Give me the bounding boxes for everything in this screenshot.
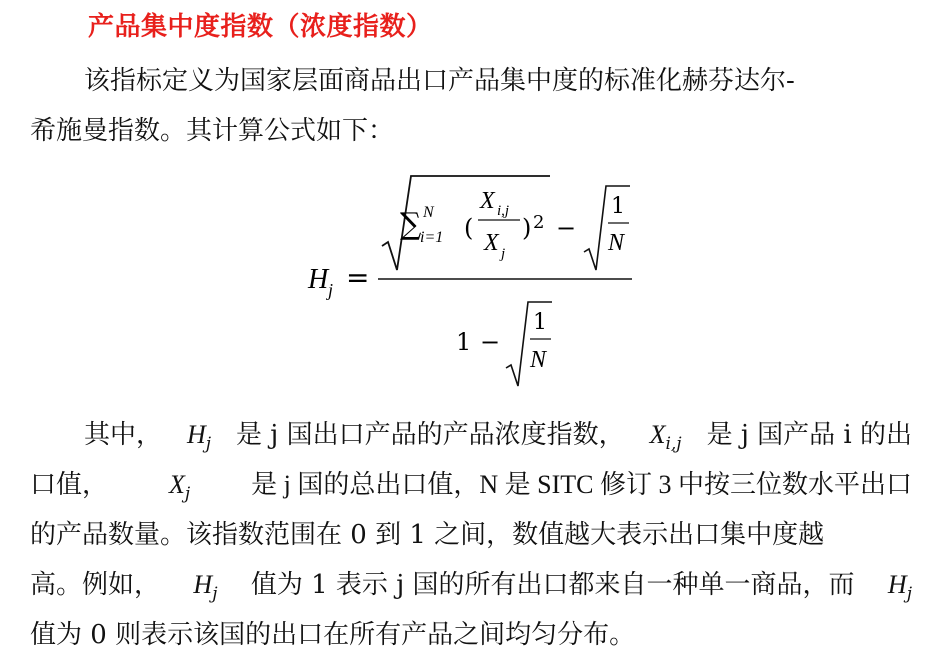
- sum-lower-limit: i=1: [420, 229, 444, 246]
- var-h-j-3: $H_j$: [887, 570, 912, 604]
- formula-equals: =: [346, 261, 370, 294]
- explain-line-2: [30, 460, 912, 510]
- var-h-j: $H_j$: [186, 420, 212, 454]
- power-exponent: 2: [533, 212, 545, 233]
- explain-l1-c: 是 j 国产品 i 的出: [706, 420, 912, 450]
- explain-l2-b: 是 j 国的总出口值，N 是 SITC 修订 3 中按三位数水平出口: [251, 470, 912, 499]
- var-h-j-2: $H_j$: [193, 570, 218, 604]
- section-heading: 产品集中度指数（浓度指数）: [88, 12, 433, 42]
- explain-line-3: 的产品数量。该指数范围在 0 到 1 之间，数值越大表示出口集中度越: [30, 520, 825, 550]
- formula-lhs: H: [308, 264, 329, 295]
- numerator-minus: −: [556, 214, 577, 242]
- explain-line-1: [30, 410, 912, 460]
- formula: [300, 170, 640, 400]
- var-x-ij: $X_{i,j}$: [649, 420, 682, 454]
- explain-l1-b: 是 j 国出口产品的产品浓度指数，: [236, 420, 625, 450]
- explain-line-4: [30, 560, 912, 610]
- sum-symbol: ∑: [400, 207, 422, 242]
- intro-line-2: 希施曼指数。其计算公式如下：: [30, 116, 395, 146]
- denominator-minus: −: [480, 328, 501, 356]
- explain-l4-a: 高。例如，: [30, 570, 161, 600]
- denominator-small-N: N: [530, 347, 547, 373]
- formula-lhs-sub: j: [328, 280, 334, 300]
- inner-fraction-denominator: X: [484, 230, 499, 256]
- sum-upper-limit: N: [423, 204, 434, 221]
- explain-l4-b: 值为 1 表示 j 国的所有出口都来自一种单一商品，而: [250, 570, 855, 600]
- intro-line-1: 该指标定义为国家层面商品出口产品集中度的标准化赫芬达尔-: [84, 66, 795, 96]
- numerator-small-N: N: [608, 230, 625, 256]
- denominator-one: 1: [456, 328, 472, 356]
- paren-close: ): [522, 214, 532, 242]
- numerator-small-one: 1: [611, 194, 625, 219]
- intro-paragraph: [30, 56, 912, 156]
- explanation-paragraph: [30, 410, 912, 660]
- explain-line-5: 值为 0 则表示该国的出口在所有产品之间均匀分布。: [30, 620, 636, 650]
- inner-fraction-numerator-sub: i,j: [497, 203, 510, 219]
- explain-l2-a: 口值，: [30, 470, 109, 500]
- explain-l1-a: 其中，: [84, 420, 163, 450]
- inner-fraction-denominator-sub: j: [501, 246, 506, 262]
- var-x-j: $X_j$: [169, 470, 191, 504]
- denominator-small-one: 1: [533, 310, 547, 335]
- inner-fraction-numerator: X: [480, 188, 495, 214]
- paren-open: (: [464, 214, 474, 242]
